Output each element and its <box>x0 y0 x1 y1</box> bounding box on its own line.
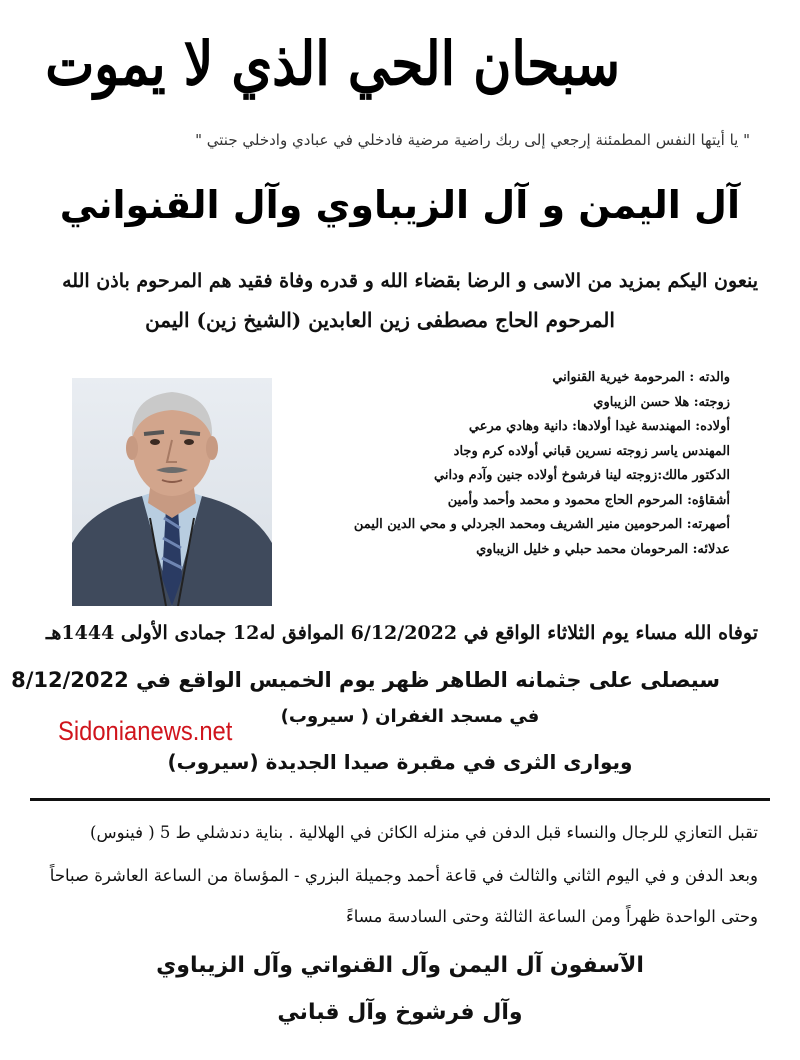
condolences-line-2: وبعد الدفن و في اليوم الثاني والثالث في قاعة أحمد وجميلة البزري - المؤساة من الساعة العاشرة صباحاً <box>49 866 758 885</box>
condolences-line-3: وحتى الواحدة ظهراً ومن الساعة الثالثة وحتى السادسة مساءً <box>345 907 758 926</box>
relatives-list <box>290 366 730 562</box>
relative-son-malek: الدكتور مالك:زوجته لينا فرشوخ أولاده جنين وآدم وداني <box>433 468 730 483</box>
divider <box>30 798 770 801</box>
condolences-line-1: تقبل التعازي للرجال والنساء قبل الدفن في منزله الكائن في الهلالية . بناية دندشلي ط 5 ( فينوس) <box>90 823 758 842</box>
death-date-line: توفاه الله مساء يوم الثلاثاء الواقع في 6/12/2022 الموافق له12 جمادى الأولى 1444هـ <box>45 622 758 644</box>
relative-wife: زوجته: هلا حسن الزيباوي <box>593 394 730 410</box>
relative-brothers: أشقاؤه: المرحوم الحاج محمود و محمد وأحمد وأمين <box>447 492 730 508</box>
relative-children: أولاده: المهندسة غيدا أولادها: دانية وهادي مرعي <box>468 419 730 434</box>
calligraphy-heading: سبحان الحي الذي لا يموت <box>45 29 620 100</box>
signature-line-1: الآسفون آل اليمن وآل القنواتي وآل الزيباوي <box>156 953 644 978</box>
announcement-line-1: ينعون اليكم بمزيد من الاسى و الرضا بقضاء الله و قدره وفاة فقيد هم المرحوم باذن الله <box>62 270 758 292</box>
families-title: آل اليمن و آل الزيباوي وآل القنواني <box>59 183 740 227</box>
site-watermark: Sidonianews.net <box>58 716 233 746</box>
relative-son-yasser: المهندس ياسر زوجته نسرين قباني أولاده كرم وجاد <box>453 443 730 459</box>
relative-brothers-in-law: أصهرته: المرحومين منير الشريف ومحمد الجردلي و محي الدين اليمن <box>353 517 730 532</box>
mosque-line: في مسجد الغفران ( سيروب) <box>280 706 540 727</box>
deceased-portrait <box>72 378 272 606</box>
funeral-prayer-line: سيصلى على جثمانه الطاهر ظهر يوم الخميس الواقع في 8/12/2022 <box>11 668 720 692</box>
deceased-name: المرحوم الحاج مصطفى زين العابدين (الشيخ زين) اليمن <box>145 308 615 332</box>
relative-mother: والدته : المرحومة خيرية القنواني <box>552 370 730 385</box>
signature-line-2: وآل فرشوخ وآل قباني <box>277 1000 523 1025</box>
relative-co-in-laws: عدلائه: المرحومان محمد حبلي و خليل الزيباوي <box>476 541 730 557</box>
quran-verse: " يا أيتها النفس المطمئنة إرجعي إلى ربك راضية مرضية فادخلي في عبادي وادخلي جنتي " <box>195 131 750 149</box>
burial-line: ويوارى الثرى في مقبرة صيدا الجديدة (سيروب) <box>167 750 633 774</box>
